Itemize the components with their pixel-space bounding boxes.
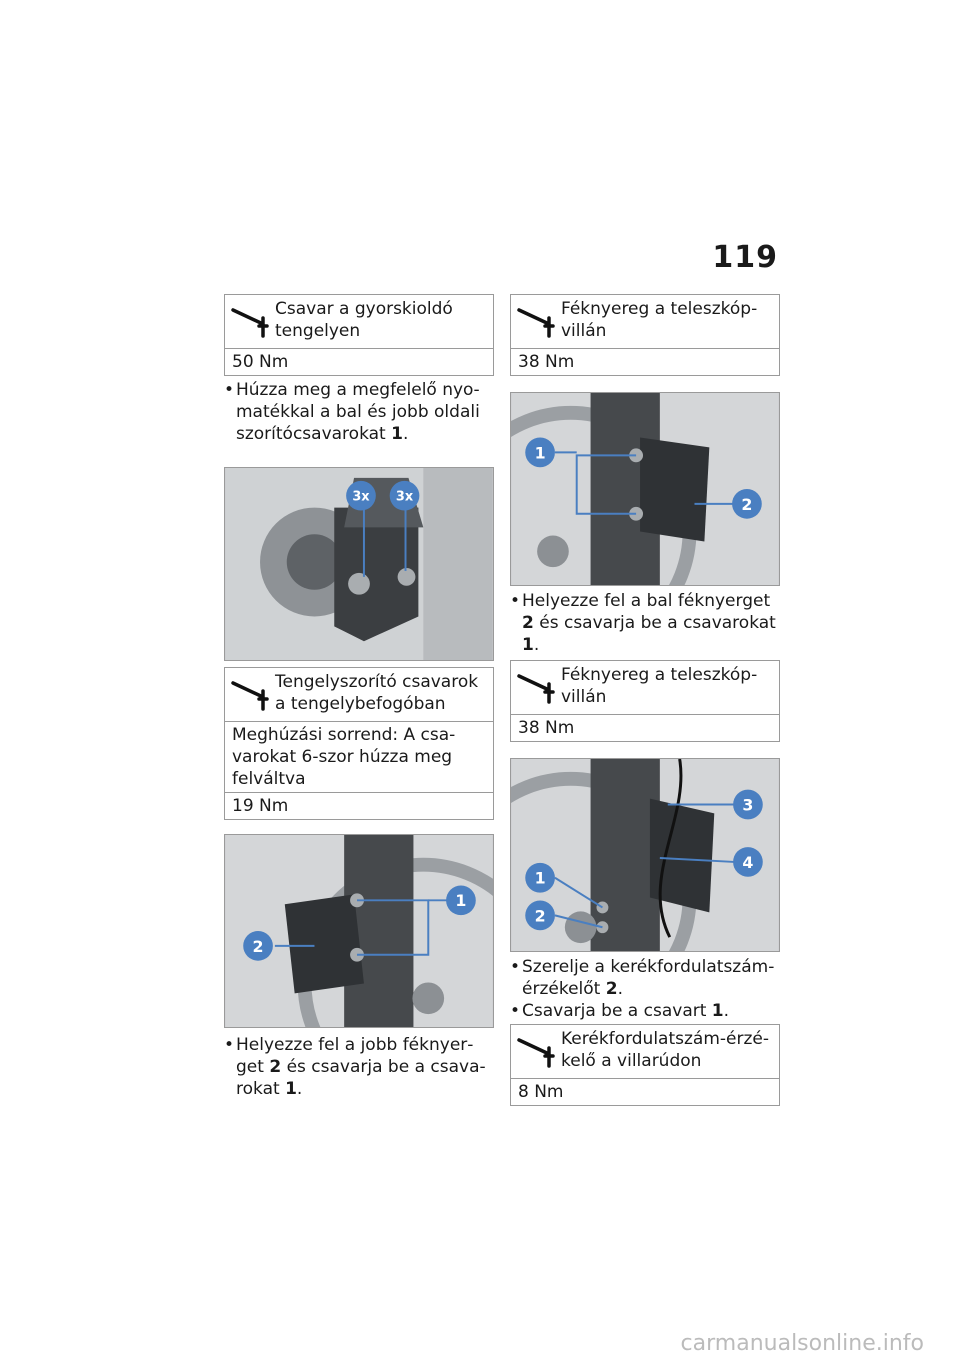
callout-1: 1 <box>534 868 546 888</box>
photo-right-caliper <box>224 834 494 1028</box>
left-caliper-illustration <box>511 393 779 585</box>
photo-left-caliper <box>510 392 780 586</box>
callout-4: 4 <box>742 852 754 872</box>
callout-1: 1 <box>455 891 467 911</box>
torque-spec-header <box>225 668 493 722</box>
torque-spec-title: Tengelyszorító csavarok a tengelybefogóban <box>275 672 479 714</box>
torque-spec-value: 38 Nm <box>518 718 575 738</box>
torque-spec-title: Féknyereg a teleszkópvillán <box>561 665 758 707</box>
torque-spec-title: Csavar a gyorskioldó tengelyen <box>275 299 453 341</box>
callout-2: 2 <box>741 494 753 514</box>
torque-spec-header <box>511 1025 779 1079</box>
instruction-tighten-clamp: • Húzza meg a megfelelő nyomatékkal a bal és jobb oldali szorítócsavarokat 1. <box>224 379 494 445</box>
torque-spec-value: 8 Nm <box>518 1082 564 1102</box>
torque-spec-caliper-2 <box>510 660 780 742</box>
torque-spec-sequence: Meghúzási sorrend: A csavarokat 6-szor húzza meg felváltva <box>232 725 456 789</box>
callout-3x-b: 3x <box>395 489 414 505</box>
instruction-fit-right-caliper: • Helyezze fel a jobb féknyerget 2 és csavarja be a csavarokat 1. <box>224 1034 494 1100</box>
torque-wrench-icon <box>515 300 557 340</box>
left-column <box>224 294 494 1100</box>
callout-2: 2 <box>534 906 546 926</box>
torque-spec-title: Kerékfordulatszám-érzékelő a villarúdon <box>561 1029 769 1071</box>
speed-sensor-illustration <box>511 759 779 951</box>
torque-spec-value: 19 Nm <box>225 792 493 819</box>
torque-spec-clamp <box>224 667 494 820</box>
torque-spec-sensor <box>510 1024 780 1106</box>
photo-speed-sensor <box>510 758 780 952</box>
torque-spec-axle <box>224 294 494 376</box>
callout-2: 2 <box>252 936 264 956</box>
torque-spec-header <box>511 295 779 349</box>
torque-spec-header <box>511 661 779 715</box>
site-watermark: carmanualsonline.info <box>680 1331 924 1356</box>
instruction-fit-left-caliper: • Helyezze fel a bal féknyerget 2 és csavarja be a csavarokat 1. <box>510 590 780 656</box>
torque-wrench-icon <box>515 1030 557 1070</box>
torque-spec-caliper <box>510 294 780 376</box>
torque-wrench-icon <box>229 300 271 340</box>
right-caliper-illustration <box>225 835 493 1027</box>
torque-spec-header <box>225 295 493 349</box>
callout-3x-a: 3x <box>352 489 370 505</box>
instruction-screw-bolt: • Csavarja be a csavart 1. <box>510 1000 780 1022</box>
callout-3: 3 <box>742 795 754 815</box>
axle-clamp-illustration <box>225 468 493 660</box>
instruction-mount-sensor: • Szerelje a kerékfordulatszámérzékelőt 2. <box>510 956 780 1000</box>
right-column <box>510 294 780 1106</box>
page-number: 119 <box>712 240 778 275</box>
torque-wrench-icon <box>229 673 271 713</box>
torque-spec-value: 38 Nm <box>518 352 575 372</box>
photo-axle-clamp <box>224 467 494 661</box>
torque-spec-value: 50 Nm <box>232 352 289 372</box>
torque-spec-title: Féknyereg a teleszkópvillán <box>561 299 758 341</box>
torque-wrench-icon <box>515 666 557 706</box>
callout-1: 1 <box>534 443 546 463</box>
